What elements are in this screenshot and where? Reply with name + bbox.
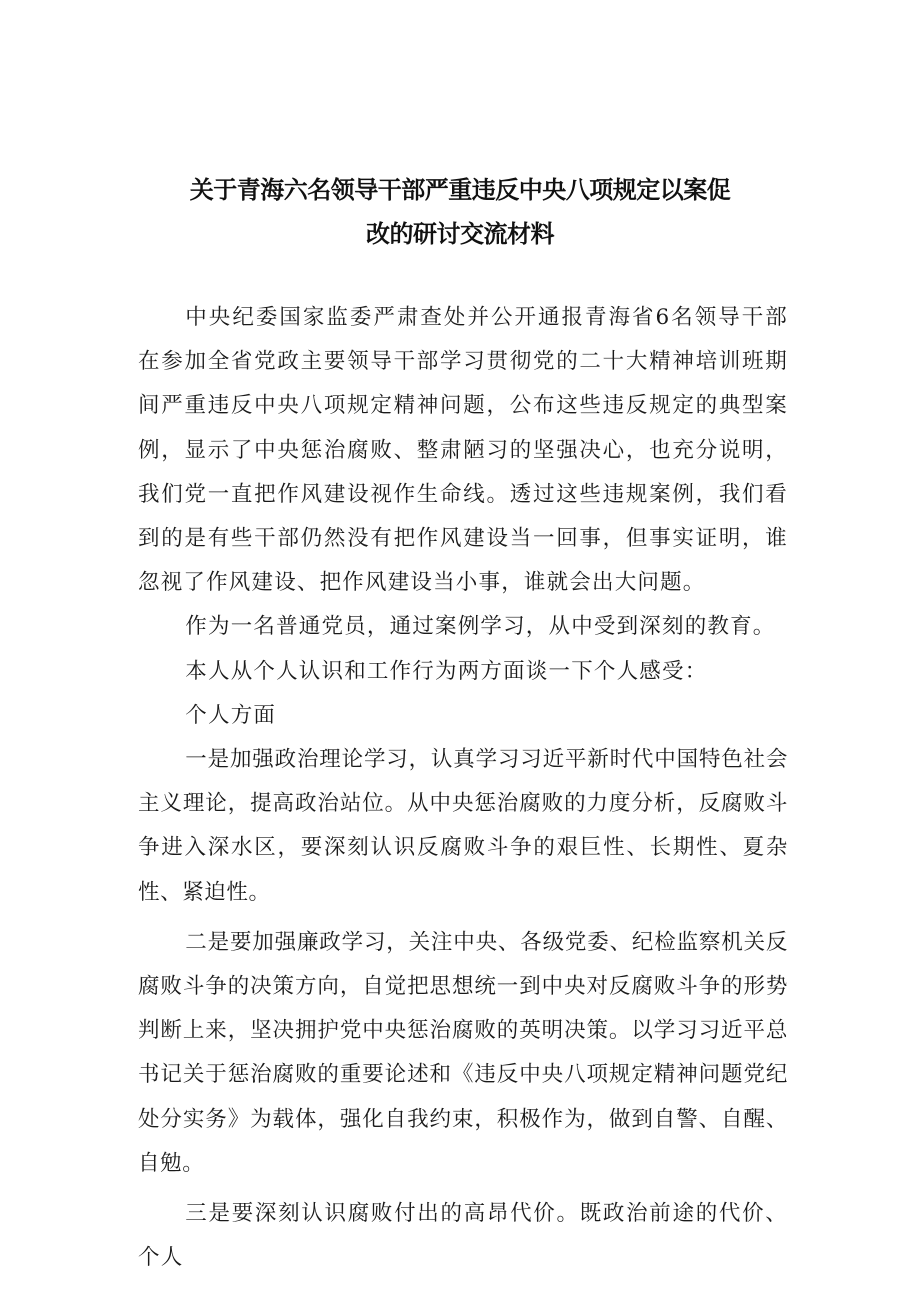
paragraph-point-one: 一是加强政治理论学习，认真学习习近平新时代中国特色社会主义理论，提高政治站位。从中央惩治腐败的力度分析，反腐败斗争进入深水区，要深刻认识反腐败斗争的艰巨性、长期性、夏杂性、紧迫性。 bbox=[138, 747, 788, 905]
paragraph-feelings: 本人从个人认识和工作行为两方面谈一下个人感受： bbox=[185, 658, 708, 684]
document-title-line-1: 关于青海六名领导干部严重违反中央八项规定以案促 bbox=[189, 176, 731, 204]
document-body bbox=[138, 296, 788, 1280]
section-heading-personal: 个人方面 bbox=[185, 702, 277, 728]
paragraph-intro: 中央纪委国家监委严肃查处并公开通报青海省6名领导干部在参加全省党政主要领导干部学习贯彻党的二十大精神培训班期间严重违反中央八项规定精神问题，公布这些违反规定的典型案例，显示了中央惩治腐败、整肃陋习的坚强决心，也充分说明，我们党一直把作风建设视作生命线。透过这些违规案例，我们看到的是有些干部仍然没有把作风建设当一回事，但事实证明，谁忽视了作风建设、把作风建设当小事，谁就会出大问题。 bbox=[138, 305, 788, 596]
paragraph-education: 作为一名普通党员，通过案例学习，从中受到深刻的教育。 bbox=[185, 614, 776, 640]
paragraph-point-three: 三是要深刻认识腐败付出的高昂代价。既政治前途的代价、个人 bbox=[138, 1201, 788, 1271]
paragraph-point-two: 二是要加强廉政学习，关注中央、各级党委、纪检监察机关反腐败斗争的决策方向，自觉把思想统一到中央对反腐败斗争的形势判断上来，坚决拥护党中央惩治腐败的英明决策。以学习习近平总书记关于惩治腐败的重要论述和《违反中央八项规定精神问题党纪处分实务》为载体，强化自我约束，积极作为，做到自警、自醒、自勉。 bbox=[138, 929, 788, 1176]
document-title-line-2: 改的研讨交流材料 bbox=[366, 220, 554, 248]
